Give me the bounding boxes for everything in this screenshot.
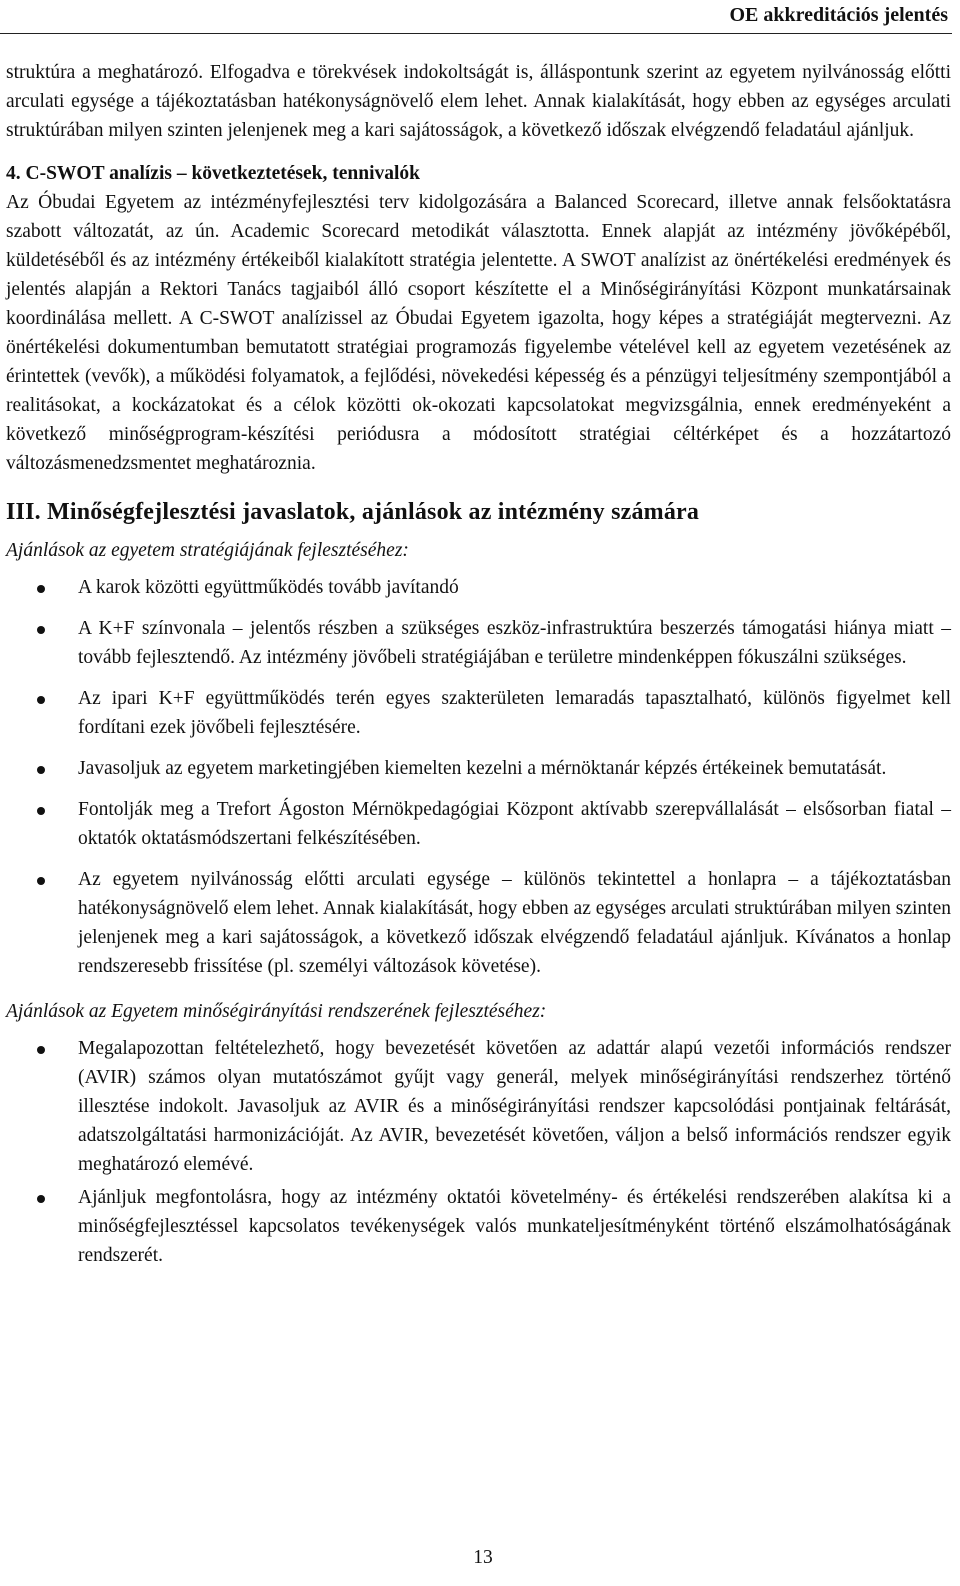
list-item xyxy=(6,1183,951,1270)
strategy-recommendations-list xyxy=(6,573,951,981)
bullet-icon xyxy=(37,585,45,593)
list-item xyxy=(6,795,951,853)
list-item xyxy=(6,1034,951,1179)
list-item-text: Ajánljuk megfontolásra, hogy az intézmény oktatói követelmény- és értékelési rendszerében alakítsa ki a minőségfejlesztéssel kapcsolatos tevékenységek valós munkateljesítményként történő elszámolhatóságának rendszerét. xyxy=(78,1187,951,1266)
header-rule xyxy=(0,33,952,34)
quality-system-recommendations-list xyxy=(6,1034,951,1270)
list-item-text: Az egyetem nyilvánosság előtti arculati egysége – különös tekintettel a honlapra – a tájékoztatásban hatékonyságnövelő elem lehet. Annak kialakítását, hogy ebben az egységes arculati struktúrában milyen szinten jelenjenek meg a kari sajátosságok, a következő időszak elvégzendő feladatául ajánljuk. Kívánatos a honlap rendszeresebb frissítése (pl. személyi változások követése). xyxy=(78,869,951,977)
quality-system-recommendations-subheading: Ajánlások az Egyetem minőségirányítási rendszerének fejlesztéséhez: xyxy=(6,1001,547,1022)
list-item xyxy=(6,614,951,672)
list-item xyxy=(6,754,951,783)
list-item-text: Fontolják meg a Trefort Ágoston Mérnökpedagógiai Központ aktívabb szerepvállalását – elsősorban fiatal – oktatók oktatásmódszertani felkészítésében. xyxy=(78,799,951,849)
list-item xyxy=(6,865,951,981)
bullet-icon xyxy=(37,877,45,885)
section-4-paragraph: Az Óbudai Egyetem az intézményfejlesztési terv kidolgozására a Balanced Scorecard, illetve annak felsőoktatásra szabott változatát, az ún. Academic Scorecard metodikát választotta. Ennek alapját az intézmény jövőképéből, küldetéséből és az intézmény értékeiből kialakított stratégia jelentette. A SWOT analízist az önértékelési eredmények és jelentés alapján a Rektori Tanács tagjaiból álló csoport készítette el a Minőségirányítási Központ munkatársainak koordinálása mellett. A C-SWOT analízissel az Óbudai Egyetem igazolta, hogy képes a stratégiáját megtervezni. Az önértékelési dokumentumban bemutatott stratégiai programozás figyelembe vételével kell az egyetem vezetésének az érintettek (vevők), a működési folyamatok, a fejlődési, növekedési képesség és a pénzügyi teljesítmény szempontjából a realitásokat, a kockázatokat és a célok közötti ok-okozati kapcsolatokat megvizsgálnia, ennek eredményeként a következő minőségprogram-készítési periódusra a módosított stratégiai céltérképet és a hozzátartozó változásmenedzsmentet meghatároznia. xyxy=(6,192,951,474)
page-number: 13 xyxy=(473,1547,493,1568)
list-item-text: Megalapozottan feltételezhető, hogy bevezetését követően az adattár alapú vezetői információs rendszer (AVIR) számos olyan mutatószámot gyűjt vagy generál, melyek minőségirányítási rendszerhez történő illesztése indokolt. Javasoljuk az AVIR és a minőségirányítási rendszer kapcsolódási pontjainak feltárását, adatszolgáltatási harmonizációját. Az AVIR, bevezetését követően, váljon a belső információs rendszer egyik meghatározó elemévé. xyxy=(78,1038,951,1175)
list-item-text: Az ipari K+F együttműködés terén egyes szakterületen lemaradás tapasztalható, különös figyelmet kell fordítani ezek jövőbeli fejlesztésére. xyxy=(78,688,951,738)
bullet-icon xyxy=(37,626,45,634)
section-iii-heading: III. Minőségfejlesztési javaslatok, ajánlások az intézmény számára xyxy=(6,499,700,525)
running-header: OE akkreditációs jelentés xyxy=(729,4,948,26)
intro-paragraph: struktúra a meghatározó. Elfogadva e törekvések indokoltságát is, álláspontunk szerint az egyetem nyilvánosság előtti arculati egysége a tájékoztatásban hatékonyságnövelő elem lehet. Annak kialakítását, hogy ebben az egységes arculati struktúrában milyen szinten jelenjenek meg a kari sajátosságok, a következő időszak elvégzendő feladatául ajánljuk. xyxy=(6,62,951,141)
list-item xyxy=(6,573,951,602)
bullet-icon xyxy=(37,807,45,815)
strategy-recommendations-subheading: Ajánlások az egyetem stratégiájának fejlesztéséhez: xyxy=(6,540,409,561)
list-item-text: Javasoljuk az egyetem marketingjében kiemelten kezelni a mérnöktanár képzés értékeinek bemutatását. xyxy=(78,758,887,779)
list-item-text: A karok közötti együttműködés tovább javítandó xyxy=(78,577,459,598)
section-4-heading: 4. C-SWOT analízis – következtetések, tennivalók xyxy=(6,163,421,184)
bullet-icon xyxy=(37,696,45,704)
bullet-icon xyxy=(37,1046,45,1054)
page-content xyxy=(6,58,951,1274)
bullet-icon xyxy=(37,766,45,774)
bullet-icon xyxy=(37,1195,45,1203)
list-item xyxy=(6,684,951,742)
list-item-text: A K+F színvonala – jelentős részben a szükséges eszköz-infrastruktúra beszerzés támogatási hiánya miatt – tovább fejlesztendő. Az intézmény jövőbeli stratégiájában e területre mindenképpen fókuszálni szükséges. xyxy=(78,618,951,668)
